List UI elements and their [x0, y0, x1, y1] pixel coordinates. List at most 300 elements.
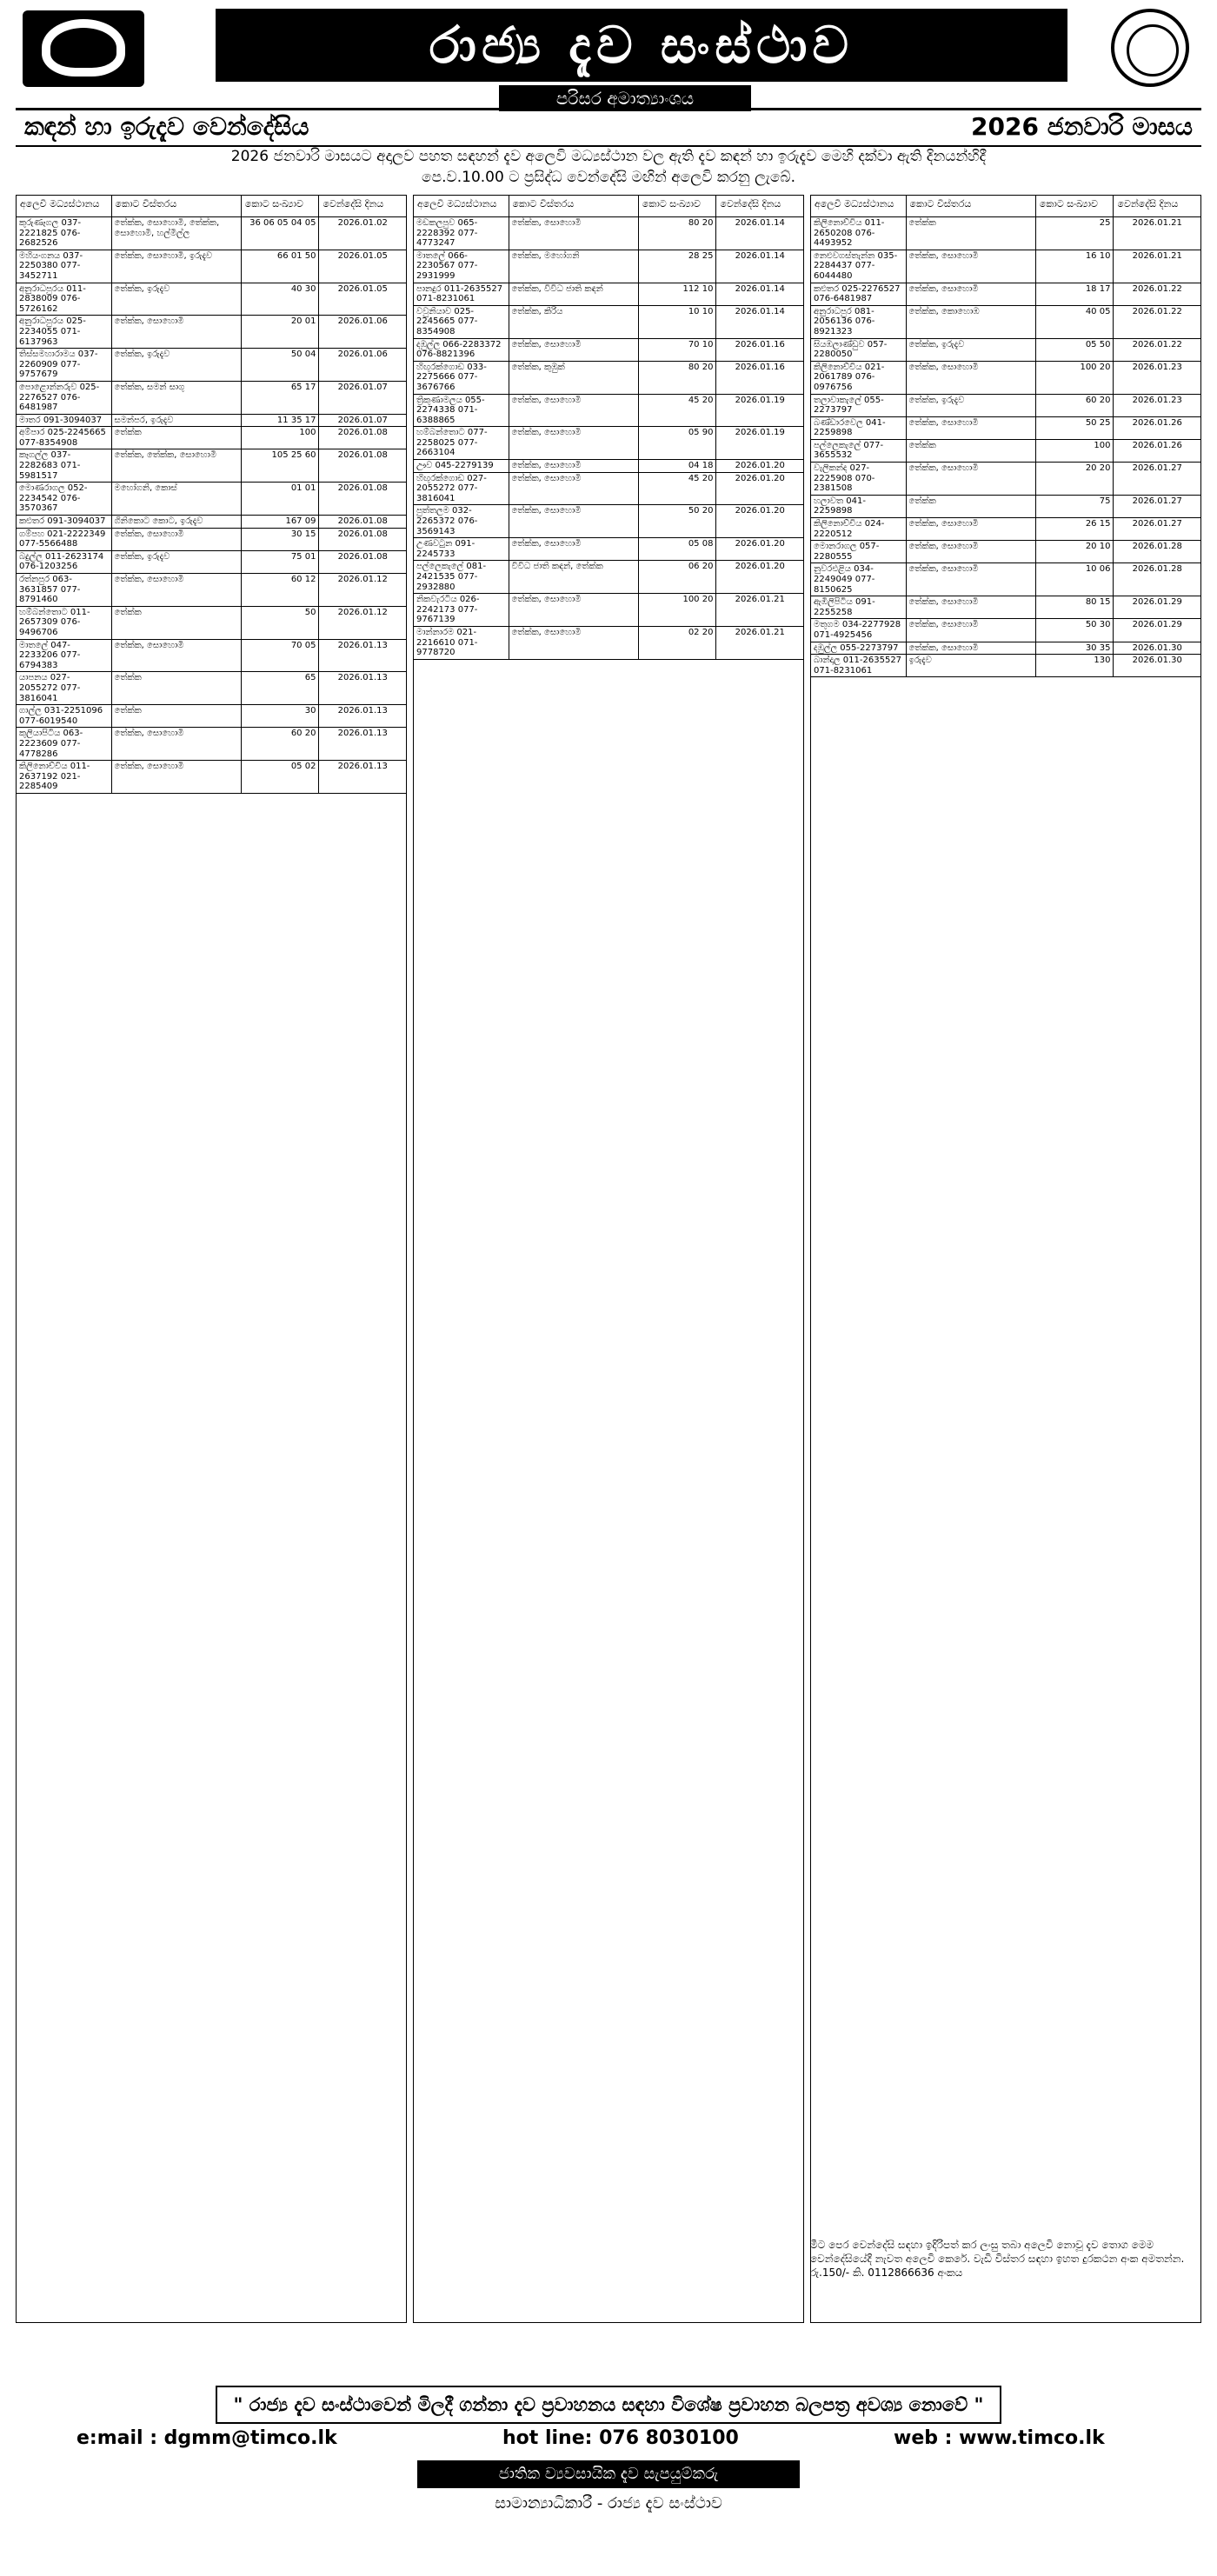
depot-cell: නුවරඑළිය 034-2249049 077-8150625: [811, 563, 907, 596]
date-cell: 2026.01.08: [337, 428, 388, 438]
count-cell: 30 15: [242, 529, 320, 550]
count-cell: 16 10: [1036, 250, 1114, 283]
table-row: [811, 563, 1200, 596]
footer: [16, 2382, 1201, 2565]
header-depot: අලෙවි මධ්‍යස්ථානය: [414, 196, 509, 216]
table-row: [17, 529, 406, 551]
count-cell: 18 17: [1036, 283, 1114, 305]
species-cell: තේක්ක, සොහොමි: [509, 627, 639, 659]
depot-cell: හිඟුරක්ගොඩ 027-2055272 077-3816041: [414, 473, 509, 505]
count-cell: 70 10: [639, 339, 717, 361]
count-cell: 100: [1036, 440, 1114, 462]
header: [16, 5, 1201, 109]
species-cell: තේක්ක, ඉරුදැව: [907, 395, 1036, 416]
species-cell: තේක්ක, සොහොමි: [509, 460, 639, 472]
website-link[interactable]: web : www.timco.lk: [894, 2427, 1105, 2449]
species-cell: තේක්ක, සොහොමි: [112, 728, 242, 760]
date-cell: 2026.01.21: [735, 595, 785, 605]
table-row: [811, 518, 1200, 541]
species-cell: තේක්ක, සොහොමි: [907, 463, 1036, 495]
species-cell: තේක්ක: [112, 672, 242, 704]
date-cell: 2026.01.08: [337, 529, 388, 539]
count-cell: 05 50: [1036, 339, 1114, 361]
date-cell: 2026.01.08: [337, 483, 388, 494]
date-cell: 2026.01.14: [735, 250, 785, 261]
date-cell: 2026.01.08: [337, 516, 388, 527]
depot-cell: කිලිනොච්චිය 024-2220512: [811, 518, 907, 540]
species-cell: තේක්ක, සොහොමි: [509, 538, 639, 560]
depot-cell: අනුරාධපුර 081-2056136 076-8921323: [811, 306, 907, 338]
count-cell: 20 10: [1036, 541, 1114, 562]
count-cell: 65: [242, 672, 320, 704]
table-row: [414, 561, 803, 594]
depot-cell: ත්‍රිකුණාමලය 055-2274338 071-6388865: [414, 395, 509, 427]
depot-cell: තලාවාකැලේ 055-2273797: [811, 395, 907, 416]
depot-cell: උණවටුන 091-2245733: [414, 538, 509, 560]
depot-cell: පල්ලෙකැලේ 081-2421535 077-2932880: [414, 561, 509, 593]
intro-line-2: පෙ.ව.10.00 ට ප්‍රසිද්ධ වෙන්දේසි මඟින් අලෙවි කරනු ලැබේ.: [422, 169, 795, 186]
depot-cell: ඇඹිලිපිටිය 091-2255258: [811, 596, 907, 618]
species-cell: තේක්ක, ඉරුදැව: [112, 283, 242, 316]
count-cell: 05 08: [639, 538, 717, 560]
date-cell: 2026.01.27: [1132, 496, 1182, 506]
table-row: [811, 339, 1200, 362]
date-cell: 2026.01.12: [337, 575, 388, 584]
table-row: [17, 316, 406, 349]
date-cell: 2026.01.21: [735, 627, 785, 637]
depot-cell: තිස්සමහාරාමය 037-2260909 077-9757679: [17, 349, 112, 381]
table-row: [17, 427, 406, 449]
species-cell: තේක්ක, කොහොඹ: [907, 306, 1036, 338]
count-cell: 20 20: [1036, 463, 1114, 495]
date-cell: 2026.01.13: [337, 673, 388, 683]
count-cell: 80 20: [639, 217, 717, 250]
auction-tables: [16, 195, 1201, 2323]
species-cell: තේක්ක, මහෝගනි: [509, 250, 639, 283]
count-cell: 130: [1036, 655, 1114, 676]
table-row: [811, 395, 1200, 417]
species-cell: ඉරුදැව: [907, 655, 1036, 676]
date-cell: 2026.01.16: [735, 362, 785, 372]
date-cell: 2026.01.29: [1132, 597, 1182, 608]
date-cell: 2026.01.20: [735, 473, 785, 483]
species-cell: සමන්පර, ඉරුදැව: [112, 415, 242, 427]
date-cell: 2026.01.02: [337, 218, 388, 228]
date-cell: 2026.01.27: [1132, 519, 1182, 529]
table-row: [811, 217, 1200, 250]
table-row: [17, 705, 406, 728]
corporation-logo: [23, 10, 144, 87]
depot-cell: මතුගම 034-2277928 071-4925456: [811, 619, 907, 641]
species-cell: තේක්ක: [112, 607, 242, 639]
table-row: [811, 417, 1200, 440]
species-cell: තේක්ක, ඉරුදැව: [112, 349, 242, 381]
date-cell: 2026.01.13: [337, 762, 388, 772]
count-cell: 04 18: [639, 460, 717, 472]
header-date: වෙන්දේසි දිනය: [1117, 198, 1179, 210]
date-cell: 2026.01.12: [337, 607, 388, 617]
table-row: [414, 339, 803, 362]
date-cell: 2026.01.29: [1132, 620, 1182, 630]
table-column-3: [810, 195, 1201, 2323]
rows: [414, 217, 803, 660]
depot-cell: කෑගල්ල 037-2282683 071-5981517: [17, 449, 112, 482]
count-cell: 100: [242, 427, 320, 449]
depot-cell: රත්නපුර 063-3631857 077-8791460: [17, 574, 112, 606]
table-row: [17, 283, 406, 316]
table-row: [811, 362, 1200, 395]
date-cell: 2026.01.06: [337, 349, 388, 360]
header-count: කොට සංඛ්‍යාව: [242, 196, 320, 216]
rows: [811, 217, 1200, 677]
depot-cell: දඹුල්ල 055-2273797: [811, 642, 907, 655]
header-species: කොට විස්තරය: [907, 196, 1036, 216]
depot-cell: මොනරාගල 057-2280555: [811, 541, 907, 562]
depot-cell: හලාවත 041-2259898: [811, 496, 907, 517]
count-cell: 75 01: [242, 551, 320, 573]
table-row: [17, 607, 406, 640]
depot-cell: කුලියාපිටිය 063-2223609 077-4778286: [17, 728, 112, 760]
depot-cell: කළුතර 091-3094037: [17, 516, 112, 528]
table-row: [414, 427, 803, 460]
count-cell: 70 05: [242, 640, 320, 672]
depot-cell: අනුරාධපුරය 025-2234055 071-6137963: [17, 316, 112, 348]
depot-cell: බණ්ඩාරවෙල 041-2259898: [811, 417, 907, 439]
date-cell: 2026.01.14: [735, 283, 785, 294]
count-cell: 40 30: [242, 283, 320, 316]
species-cell: තේක්ක, කිරිය: [509, 306, 639, 338]
table-row: [414, 283, 803, 306]
header-count: කොට සංඛ්‍යාව: [1036, 196, 1114, 216]
species-cell: තේක්ක, කුඹුක්: [509, 362, 639, 394]
date-cell: 2026.01.28: [1132, 564, 1182, 575]
date-cell: 2026.01.22: [1132, 283, 1182, 294]
species-cell: තේක්ක, විවිධ ජාති කඳන්: [509, 283, 639, 305]
table-column-1: [16, 195, 407, 2323]
table-row: [414, 594, 803, 627]
date-cell: 2026.01.23: [1132, 362, 1182, 372]
depot-cell: කුරුණෑගල 037-2221825 076-2682526: [17, 217, 112, 250]
header-depot: අලෙවි මධ්‍යස්ථානය: [17, 196, 112, 216]
header-species: කොට විස්තරය: [509, 196, 639, 216]
count-cell: 30 35: [1036, 642, 1114, 655]
depot-cell: මාතර 091-3094037: [17, 415, 112, 427]
species-cell: තේක්ක, සොහොමි: [907, 417, 1036, 439]
table-header: [811, 196, 1200, 217]
date-cell: 2026.01.07: [337, 415, 388, 425]
species-cell: තේක්ක, සොහොමි: [509, 427, 639, 459]
count-cell: 75: [1036, 496, 1114, 517]
depot-cell: කළුතර 025-2276527 076-6481987: [811, 283, 907, 305]
date-cell: 2026.01.07: [337, 382, 388, 392]
species-cell: තේක්ක, සොහොමි: [509, 217, 639, 250]
count-cell: 65 17: [242, 382, 320, 414]
depot-cell: සියඹලාණ්ඩුව 057-2280050: [811, 339, 907, 361]
header-species: කොට විස්තරය: [112, 196, 242, 216]
table-row: [811, 596, 1200, 619]
species-cell: තේක්ක, සොහොමි: [907, 283, 1036, 305]
count-cell: 60 20: [242, 728, 320, 760]
auction-month: 2026 ජනවාරි මාසය: [971, 112, 1193, 141]
authority-line-1: ජාතික ව්‍යවසායික දැව සැපයුම්කරු: [417, 2460, 800, 2488]
date-cell: 2026.01.30: [1132, 642, 1182, 653]
count-cell: 50 25: [1036, 417, 1114, 439]
table-header: [414, 196, 803, 217]
government-seal-icon: [1111, 9, 1189, 87]
table-row: [414, 505, 803, 538]
table-row: [414, 306, 803, 339]
header-count: කොට සංඛ්‍යාව: [639, 196, 717, 216]
table-row: [414, 460, 803, 473]
count-cell: 66 01 50: [242, 250, 320, 283]
depot-cell: කිලිනොච්චිය 011-2637192 021-2285409: [17, 761, 112, 793]
table-row: [17, 349, 406, 382]
species-cell: ගිනිකොට කොට, ඉරුදැව: [112, 516, 242, 528]
count-cell: 50 30: [1036, 619, 1114, 641]
depot-cell: කිලිනොච්චිය 021-2061789 076-0976756: [811, 362, 907, 394]
species-cell: තේක්ක, සොහොමි: [509, 594, 639, 626]
table-row: [17, 672, 406, 705]
species-cell: තේක්ක, සොහොමි: [112, 574, 242, 606]
species-cell: විවිධ ජාති කඳන්, තේක්ක: [509, 561, 639, 593]
date-cell: 2026.01.20: [735, 461, 785, 471]
date-cell: 2026.01.08: [337, 450, 388, 461]
count-cell: 100 20: [1036, 362, 1114, 394]
species-cell: තේක්ක, තේක්ක, සොහොමි: [112, 449, 242, 482]
species-cell: තේක්ක: [907, 217, 1036, 250]
table-row: [811, 619, 1200, 642]
depot-cell: මාතලේ 066-2230567 077-2931999: [414, 250, 509, 283]
count-cell: 10 10: [639, 306, 717, 338]
species-cell: තේක්ක, සොහොමි: [509, 395, 639, 427]
table-row: [17, 217, 406, 250]
count-cell: 26 15: [1036, 518, 1114, 540]
depot-cell: පොළොන්නරුව 025-2276527 076-6481987: [17, 382, 112, 414]
depot-cell: හම්බන්තොට 077-2258025 077-2663104: [414, 427, 509, 459]
species-cell: තේක්ක, සමන් සාගු: [112, 382, 242, 414]
depot-cell: මාන්නාරම 021-2216610 071-9778720: [414, 627, 509, 659]
depot-cell: පානදුර 011-2635527 071-8231061: [414, 283, 509, 305]
count-cell: 80 20: [639, 362, 717, 394]
depot-cell: වවුනියාව 025-2245665 077-8354908: [414, 306, 509, 338]
count-cell: 10 06: [1036, 563, 1114, 596]
table-row: [17, 516, 406, 529]
count-cell: 60 12: [242, 574, 320, 606]
date-cell: 2026.01.26: [1132, 417, 1182, 428]
date-cell: 2026.01.06: [337, 316, 388, 327]
table-row: [414, 473, 803, 506]
date-cell: 2026.01.28: [1132, 542, 1182, 552]
depot-cell: බදුල්ල 011-2623174 076-1203256: [17, 551, 112, 573]
species-cell: තේක්ක, සොහොමි: [112, 316, 242, 348]
table-header: [17, 196, 406, 217]
date-cell: 2026.01.21: [1132, 250, 1182, 261]
count-cell: 105 25 60: [242, 449, 320, 482]
species-cell: තේක්ක, ඉරුදැව: [112, 551, 242, 573]
date-cell: 2026.01.30: [1132, 656, 1182, 666]
auction-title: කඳන් හා ඉරුදැව වෙන්දේසිය: [24, 112, 309, 141]
logo-mark-icon: [42, 19, 125, 77]
table-row: [17, 250, 406, 283]
table-row: [811, 306, 1200, 339]
depot-cell: කිලිනොච්චිය 011-2650208 076-4493952: [811, 217, 907, 250]
table-row: [811, 496, 1200, 518]
table-row: [17, 449, 406, 483]
table-row: [811, 250, 1200, 283]
count-cell: 28 25: [639, 250, 717, 283]
count-cell: 50 04: [242, 349, 320, 381]
table-row: [17, 551, 406, 574]
depot-cell: ගාල්ල 031-2251096 077-6019540: [17, 705, 112, 727]
date-cell: 2026.01.23: [1132, 395, 1182, 405]
depot-cell: මහියංගනය 037-2250380 077-3452711: [17, 250, 112, 283]
date-cell: 2026.01.21: [1132, 218, 1182, 228]
banner-title: රාජ්‍ය දැව සංස්ථාව: [216, 9, 1067, 82]
species-cell: තේක්ක, සොහොමි: [907, 518, 1036, 540]
species-cell: තේක්ක, සොහොමි: [907, 619, 1036, 641]
intro-line-1: 2026 ජනවාරි මාසයට අදාලව පහත සඳහන් දැව අලෙවි මධ්‍යස්ථාන වල ඇති දැව කඳන් හා ඉරුදැව මෙහි දක්වා ඇති දිනයන්හිදී: [230, 148, 987, 165]
date-cell: 2026.01.13: [337, 706, 388, 716]
depot-cell: හිඟුරක්ගොඩ 033-2275666 077-3676766: [414, 362, 509, 394]
slogan: " රාජ්‍ය දැව සංස්ථාවෙන් මිලදී ගන්නා දැව ප්‍රවාහනය සඳහා විශේෂ ප්‍රවාහන බලපත්‍ර අවශ්‍ය නොවේ ": [216, 2386, 1001, 2424]
authority-line-2: සාමාන්‍යාධිකාරී - රාජ්‍ය දැව සංස්ථාව: [495, 2494, 722, 2513]
count-cell: 100 20: [639, 594, 717, 626]
species-cell: තේක්ක: [112, 427, 242, 449]
ministry-name: පරිසර අමාත්‍යාංශය: [499, 85, 751, 111]
date-cell: 2026.01.13: [337, 729, 388, 739]
depot-cell: නෙළුවගස්තැන්න 035-2284437 077-6044480: [811, 250, 907, 283]
date-cell: 2026.01.14: [735, 218, 785, 228]
depot-cell: මඩකලපුව 065-2228392 077-4773247: [414, 217, 509, 250]
count-cell: 36 06 05 04 05: [242, 217, 320, 250]
species-cell: තේක්ක: [112, 705, 242, 727]
date-cell: 2026.01.16: [735, 339, 785, 349]
count-cell: 02 20: [639, 627, 717, 659]
count-cell: 05 02: [242, 761, 320, 793]
depot-cell: අම්පාර 025-2245665 077-8354908: [17, 427, 112, 449]
table-row: [414, 627, 803, 660]
species-cell: තේක්ක, සොහොමි: [509, 473, 639, 505]
date-cell: 2026.01.22: [1132, 339, 1182, 349]
depot-cell: බාන්දාල 011-2635527 071-8231061: [811, 655, 907, 676]
rows: [17, 217, 406, 794]
depot-cell: අනුරාධපුරය 011-2838009 076-5726162: [17, 283, 112, 316]
date-cell: 2026.01.20: [735, 562, 785, 572]
table-row: [811, 655, 1200, 677]
email-link[interactable]: e:mail : dgmm@timco.lk: [76, 2427, 337, 2449]
table-row: [414, 538, 803, 561]
species-cell: තේක්ක, සොහොමි: [907, 642, 1036, 655]
species-cell: තේක්ක: [907, 496, 1036, 517]
depot-cell: මොණරාගල 052-2234542 076-3570367: [17, 483, 112, 515]
table-row: [414, 217, 803, 250]
species-cell: තේක්ක, සොහොමි, තේක්ක, සොහොමි, හල්මිල්ල: [112, 217, 242, 250]
depot-cell: වැලිකන්ද 027-2225908 070-2381508: [811, 463, 907, 495]
table-row: [17, 382, 406, 415]
date-cell: 2026.01.05: [337, 250, 388, 261]
title-bar: [16, 108, 1201, 147]
count-cell: 11 35 17: [242, 415, 320, 427]
table-row: [811, 463, 1200, 496]
count-cell: 112 10: [639, 283, 717, 305]
depot-cell: ගම්පහ 021-2222349 077-5566488: [17, 529, 112, 550]
table-row: [811, 642, 1200, 656]
hotline: hot line: 076 8030100: [502, 2427, 739, 2449]
species-cell: තේක්ක: [907, 440, 1036, 462]
table-row: [17, 415, 406, 428]
depot-cell: පුත්තලම 032-2265372 076-3569143: [414, 505, 509, 537]
header-date: වෙන්දේසි දිනය: [720, 198, 781, 210]
table-row: [17, 640, 406, 673]
species-cell: තේක්ක, සොහොමි: [907, 362, 1036, 394]
count-cell: 50 20: [639, 505, 717, 537]
species-cell: තේක්ක, සොහොමි: [907, 563, 1036, 596]
header-date: වෙන්දේසි දිනය: [323, 198, 384, 210]
date-cell: 2026.01.05: [337, 283, 388, 294]
table-row: [17, 574, 406, 607]
depot-cell: හම්බන්තොට 011-2657309 076-9496706: [17, 607, 112, 639]
count-cell: 05 90: [639, 427, 717, 459]
count-cell: 06 20: [639, 561, 717, 593]
depot-cell: මාතලේ 047-2233206 077-6794383: [17, 640, 112, 672]
species-cell: තේක්ක, සොහොමි: [112, 761, 242, 793]
date-cell: 2026.01.20: [735, 539, 785, 549]
species-cell: තේක්ක, සොහොමි: [907, 250, 1036, 283]
date-cell: 2026.01.26: [1132, 440, 1182, 450]
depot-cell: දඹුල්ල 066-2283372 076-8821396: [414, 339, 509, 361]
date-cell: 2026.01.27: [1132, 463, 1182, 474]
depot-cell: පල්ලෙකැලේ 077-3655532: [811, 440, 907, 462]
intro-text: [16, 146, 1201, 188]
species-cell: තේක්ක, සොහොමි: [509, 339, 639, 361]
species-cell: තේක්ක, සොහොමි: [907, 541, 1036, 562]
count-cell: 30: [242, 705, 320, 727]
date-cell: 2026.01.20: [735, 506, 785, 516]
table-row: [811, 440, 1200, 463]
date-cell: 2026.01.19: [735, 395, 785, 405]
species-cell: තේක්ක, සොහොමි: [907, 596, 1036, 618]
count-cell: 01 01: [242, 483, 320, 515]
species-cell: තේක්ක, ඉරුදැව: [907, 339, 1036, 361]
date-cell: 2026.01.08: [337, 551, 388, 562]
count-cell: 40 05: [1036, 306, 1114, 338]
table-row: [811, 541, 1200, 563]
count-cell: 50: [242, 607, 320, 639]
count-cell: 20 01: [242, 316, 320, 348]
date-cell: 2026.01.13: [337, 640, 388, 650]
table-row: [414, 250, 803, 283]
date-cell: 2026.01.22: [1132, 306, 1182, 316]
count-cell: 45 20: [639, 395, 717, 427]
count-cell: 60 20: [1036, 395, 1114, 416]
table-row: [17, 483, 406, 516]
table-row: [811, 283, 1200, 306]
table-row: [414, 362, 803, 395]
date-cell: 2026.01.14: [735, 306, 785, 316]
count-cell: 80 15: [1036, 596, 1114, 618]
table-column-2: [413, 195, 804, 2323]
species-cell: තේක්ක, සොහොමි: [112, 529, 242, 550]
header-depot: අලෙවි මධ්‍යස්ථානය: [811, 196, 907, 216]
species-cell: තේක්ක, සොහොමි: [509, 505, 639, 537]
species-cell: තේක්ක, සොහොමි: [112, 640, 242, 672]
species-cell: තේක්ක, සොහොමි, ඉරුදැව: [112, 250, 242, 283]
table-row: [17, 761, 406, 794]
count-cell: 25: [1036, 217, 1114, 250]
table-row: [17, 728, 406, 761]
count-cell: 167 09: [242, 516, 320, 528]
species-cell: මහෝගනි, කොස්: [112, 483, 242, 515]
